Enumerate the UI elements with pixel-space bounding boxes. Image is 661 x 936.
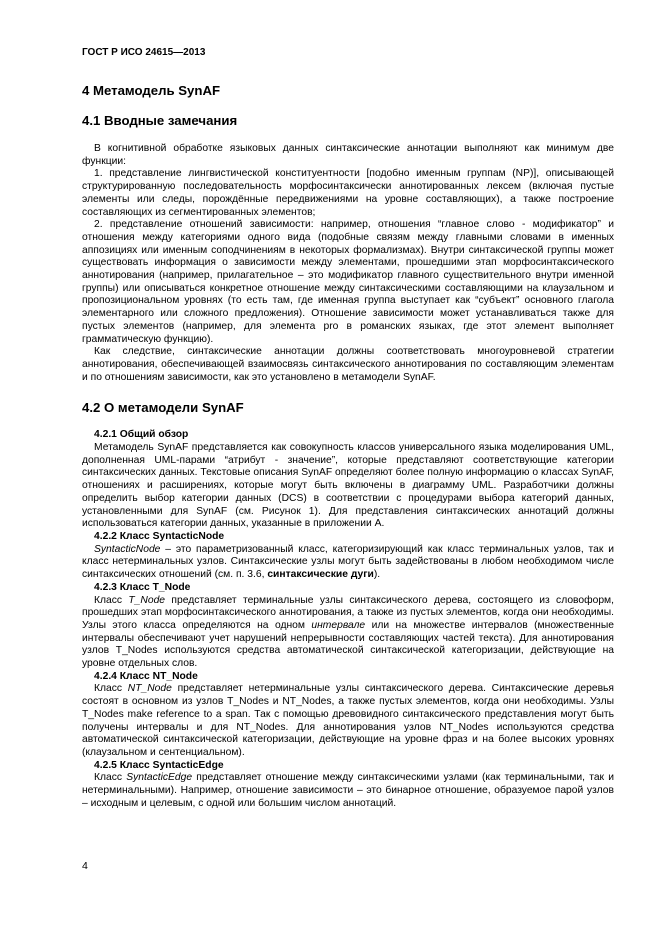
page-number: 4 bbox=[82, 860, 88, 872]
paragraph: В когнитивной обработке языковых данных синтаксические аннотации выполняют как минимум две функции: bbox=[82, 143, 614, 167]
page-content bbox=[82, 46, 614, 810]
text: ). bbox=[373, 569, 381, 581]
section-4-1-title: 4.1 Вводные замечания bbox=[82, 113, 238, 128]
paragraph bbox=[82, 544, 614, 582]
paragraph bbox=[82, 772, 614, 810]
text: Класс bbox=[94, 594, 129, 606]
text: или на множестве интервалов (множественные интервалы обеспечивают учет нарушений непрерывности составляющих частей текста). Для аннотирования узлов T_Nodes используются средства автоматической синтаксической категоризации, действующие на уровне отдельных слов. bbox=[82, 619, 614, 670]
bold-term: синтаксические дуги bbox=[267, 569, 374, 581]
paragraph: Как следствие, синтаксические аннотации должны соответствовать многоуровневой стратегии аннотирования, обеспечивающей взаимосвязь синтаксического аннотирования по составляющим элементам и по отношениям зависимости, как это установлено в метамодели SynAF. bbox=[82, 346, 614, 383]
subsection-4-2-3-title: 4.2.3 Класс T_Node bbox=[94, 581, 191, 593]
subsection-4-2-4-title: 4.2.4 Класс NT_Node bbox=[94, 670, 198, 682]
section-4-title: 4 Метамодель SynAF bbox=[82, 83, 221, 98]
term: SyntacticNode bbox=[94, 543, 161, 555]
text: представляет отношение между синтаксическими узлами (как терминальными, так и нетерминальными). Например, отношение зависимости – это бинарное отношение, образуемое парой узлов – исходным и целевым, с одной или большим числом аннотаций. bbox=[82, 772, 614, 809]
term: NT_Node bbox=[127, 683, 172, 695]
text: Класс bbox=[94, 772, 127, 784]
subsection-4-2-2-title: 4.2.2 Класс SyntacticNode bbox=[94, 530, 225, 542]
text: – это параметризованный класс, категоризирующий как класс терминальных узлов, так и класс нетерминальных узлов. Синтаксические узлы могут быть задействованы в любом необходимом числе синтаксических отношений (см. п. 3.6, bbox=[82, 543, 614, 581]
paragraph: 1. представление лингвистической конституентности [подобно именным группам (NP)], описывающей структурированную последовательность морфосинтаксически аннотированных лексем (включая пустые элементы или следы, порождённые передвижениями на уровне составляющих), а также построение составляющих из сегментированных элементов; bbox=[82, 168, 614, 218]
text: представляет нетерминальные узлы синтаксического дерева. Синтаксические деревья состоят в основном из узлов T_Nodes и NT_Nodes, а также пустых элементов, когда они необходимы. Узлы T_Nodes make reference to a span. Так с помощью древовидного синтаксического представления могут быть получены интервалы и для NT_Nodes. Для аннотирования узлов NT_Nodes используются средства автоматической синтаксической категоризации, действующие на уровне фраз и на более высоких уровнях (клаузальном и сентенциальном). bbox=[82, 683, 614, 758]
text: представляет терминальные узлы синтаксического дерева, состоящего из словоформ, прошедших этап морфосинтаксического аннотирования, а также из пустых элементов, когда они необходимы. Узлы этого класса определяются на одном bbox=[82, 594, 614, 631]
paragraph bbox=[82, 595, 614, 671]
paragraph: 2. представление отношений зависимости: например, отношения “главное слово - модификатор” и отношения между категориями одного вида (подобные связям между главными словами в именных аппозициях или именным соподчинениям в некоторых формализмах). Внутри синтаксической группы может существовать информация о зависимости между элементами, прошедшими этап морфосинтаксического аннотирования (например, прилагательное – это модификатор главного существительного внутри именной группы) или описываться конкретное отношение между синтаксическими составляющими на клаузальном и пропозициональном уровнях (то есть там, где именная группа выступает как “субъект” основного глагола элементарного или сложного предложения). Отношение зависимости может устанавливаться также для пустых элементов (например, для элемента pro в романских языках, где этот элемент выполняет грамматическую функцию). bbox=[82, 219, 614, 345]
subsection-4-2-1-title: 4.2.1 Общий обзор bbox=[94, 429, 189, 441]
subsection-4-2-5-title: 4.2.5 Класс SyntacticEdge bbox=[94, 759, 224, 771]
term: интервале bbox=[311, 619, 366, 631]
standard-header: ГОСТ Р ИСО 24615—2013 bbox=[82, 47, 206, 58]
term: T_Node bbox=[128, 594, 166, 606]
term: SyntacticEdge bbox=[126, 772, 193, 784]
section-4-2-title: 4.2 О метамодели SynAF bbox=[82, 400, 244, 416]
paragraph: Метамодель SynAF представляется как совокупность классов универсального языка моделирования UML, дополненная UML-парами “атрибут - значение”, которые представляют соответствующие категории синтаксических данных. Текстовые описания SynAF определяют более полную информацию о классах SynAF, отношениях и расширениях, которые могут быть включены в диаграмму UML. Разработчики должны определить выбор категории данных (DCS) в соответствии с процедурами выбора категорий данных, установленными для SynAF (см. Рисунок 1). Для представления синтаксических аннотаций должны использоваться категории данных, указанные в приложении А. bbox=[82, 442, 614, 530]
text: Класс bbox=[94, 683, 128, 695]
paragraph bbox=[82, 683, 614, 759]
